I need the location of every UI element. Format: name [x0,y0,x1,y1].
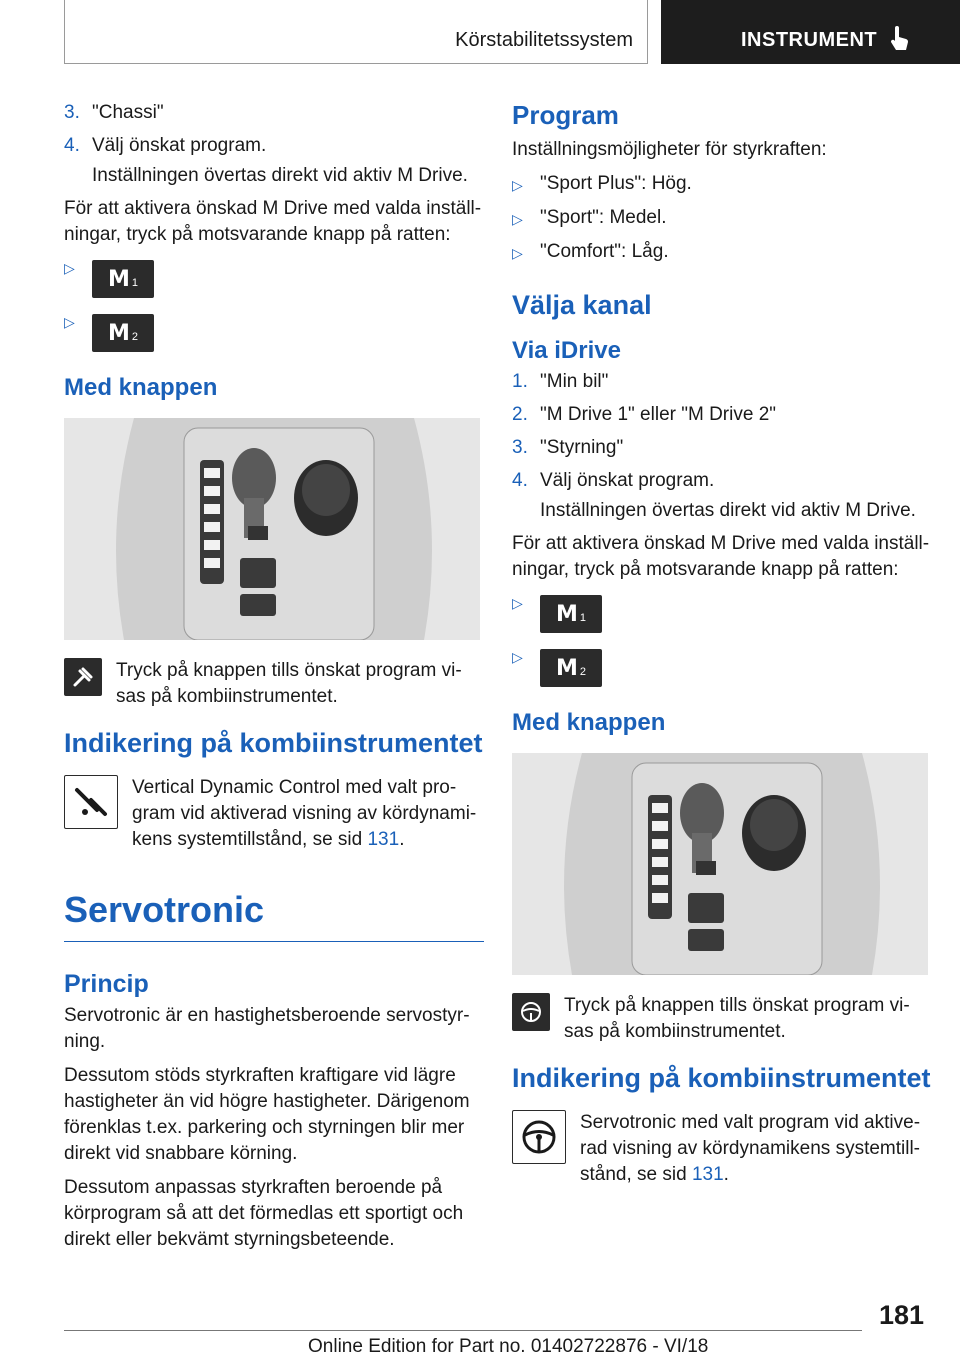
list-item: ▷ "Comfort": Låg. [512,239,932,266]
instruction-row: Tryck på knappen tills önskat program vi-sas på kombiinstrumentet. [64,658,484,710]
step-item: 2. "M Drive 1" eller "M Drive 2" [512,404,777,425]
paragraph: För att aktivera önskad M Drive med valda inställ-ningar, tryck på motsvarande knapp på ratten: [64,198,482,245]
hand-pointer-icon [889,26,911,52]
heading-indikering: Indikering på kombiinstrumentet [512,1063,931,1093]
damper-icon [64,775,118,829]
bullet-triangle-icon: ▷ [512,211,523,227]
bullet-triangle-icon: ▷ [64,260,75,276]
bullet-triangle-icon: ▷ [512,649,523,665]
bullet-triangle-icon: ▷ [512,177,523,193]
page-link[interactable]: 131 [367,829,400,850]
right-column [512,100,932,1198]
heading-servotronic: Servotronic [64,889,484,942]
footer-divider [64,1330,862,1331]
bullet-triangle-icon: ▷ [512,595,523,611]
paragraph: För att aktivera önskad M Drive med valda inställ-ningar, tryck på motsvarande knapp på ratten: [512,533,930,580]
heading-med-knappen: Med knappen [512,709,666,736]
indicator-row: Servotronic med valt program vid aktive-rad visning av kördynamikens systemtill-stånd, se sid 131. [512,1110,932,1188]
m-drive-button-icon: M 1 [92,260,154,298]
footer-edition: Online Edition for Part no. 01402722876 - VI/18 [308,1336,709,1357]
console-photo [64,418,480,640]
m-drive-1-item [512,595,932,633]
console-photo [512,753,928,975]
steering-wheel-icon [512,1110,566,1164]
m-drive-1-item [64,260,484,298]
step-item: 3. "Styrning" [512,437,624,458]
step-item: 1. "Min bil" [512,371,609,392]
m-drive-button-icon: M 2 [92,314,154,352]
running-header-section [64,0,648,64]
heading-via-idrive: Via iDrive [512,337,621,364]
steering-wheel-icon [512,993,550,1031]
m-drive-2-item [64,314,484,352]
step-item: 4. Välj önskat program. Inställningen övertas direkt vid aktiv M Drive. [64,135,468,186]
indicator-row: Vertical Dynamic Control med valt pro-gram vid aktiverad visning av kördynami-kens systemtillstånd, se sid 131. [64,775,484,853]
m-drive-button-icon: M 1 [540,595,602,633]
hand-pointer-icon [64,658,102,696]
step-item: 4. Välj önskat program. Inställningen övertas direkt vid aktiv M Drive. [512,470,916,521]
instruction-row: Tryck på knappen tills önskat program vi-sas på kombiinstrumentet. [512,993,932,1045]
bullet-triangle-icon: ▷ [512,245,523,261]
page-number: 181 [878,1300,924,1330]
paragraph: Dessutom stöds styrkraften kraftigare vid lägre hastigheter än vid högre hastigheter. Därigenom förenklas t.ex. parkering och styrningen blir mer direkt vid snabbare körning. [64,1065,470,1164]
heading-program: Program [512,100,619,130]
chapter-title: INSTRUMENT [741,29,878,51]
section-title: Körstabilitetssystem [455,29,633,51]
heading-med-knappen: Med knappen [64,374,218,401]
running-header-chapter [661,0,960,64]
paragraph: Dessutom anpassas styrkraften beroende på körprogram så att det förmedlas ett sportigt och direkt eller bekvämt styrningsbeteende. [64,1177,464,1250]
left-column [64,100,484,1261]
list-item: ▷ "Sport": Medel. [512,205,932,232]
m-drive-2-item [512,649,932,687]
step-item: 3. "Chassi" [64,102,164,123]
bullet-triangle-icon: ▷ [64,314,75,330]
paragraph: Inställningsmöjligheter för styrkraften: [512,139,827,160]
heading-valja-kanal: Välja kanal [512,290,652,320]
heading-princip: Princip [64,970,149,998]
m-drive-button-icon: M 2 [540,649,602,687]
list-item: ▷ "Sport Plus": Hög. [512,171,932,198]
page-link[interactable]: 131 [691,1164,724,1185]
paragraph: Servotronic är en hastighetsberoende servostyr-ning. [64,1005,470,1052]
heading-indikering: Indikering på kombiinstrumentet [64,728,483,758]
